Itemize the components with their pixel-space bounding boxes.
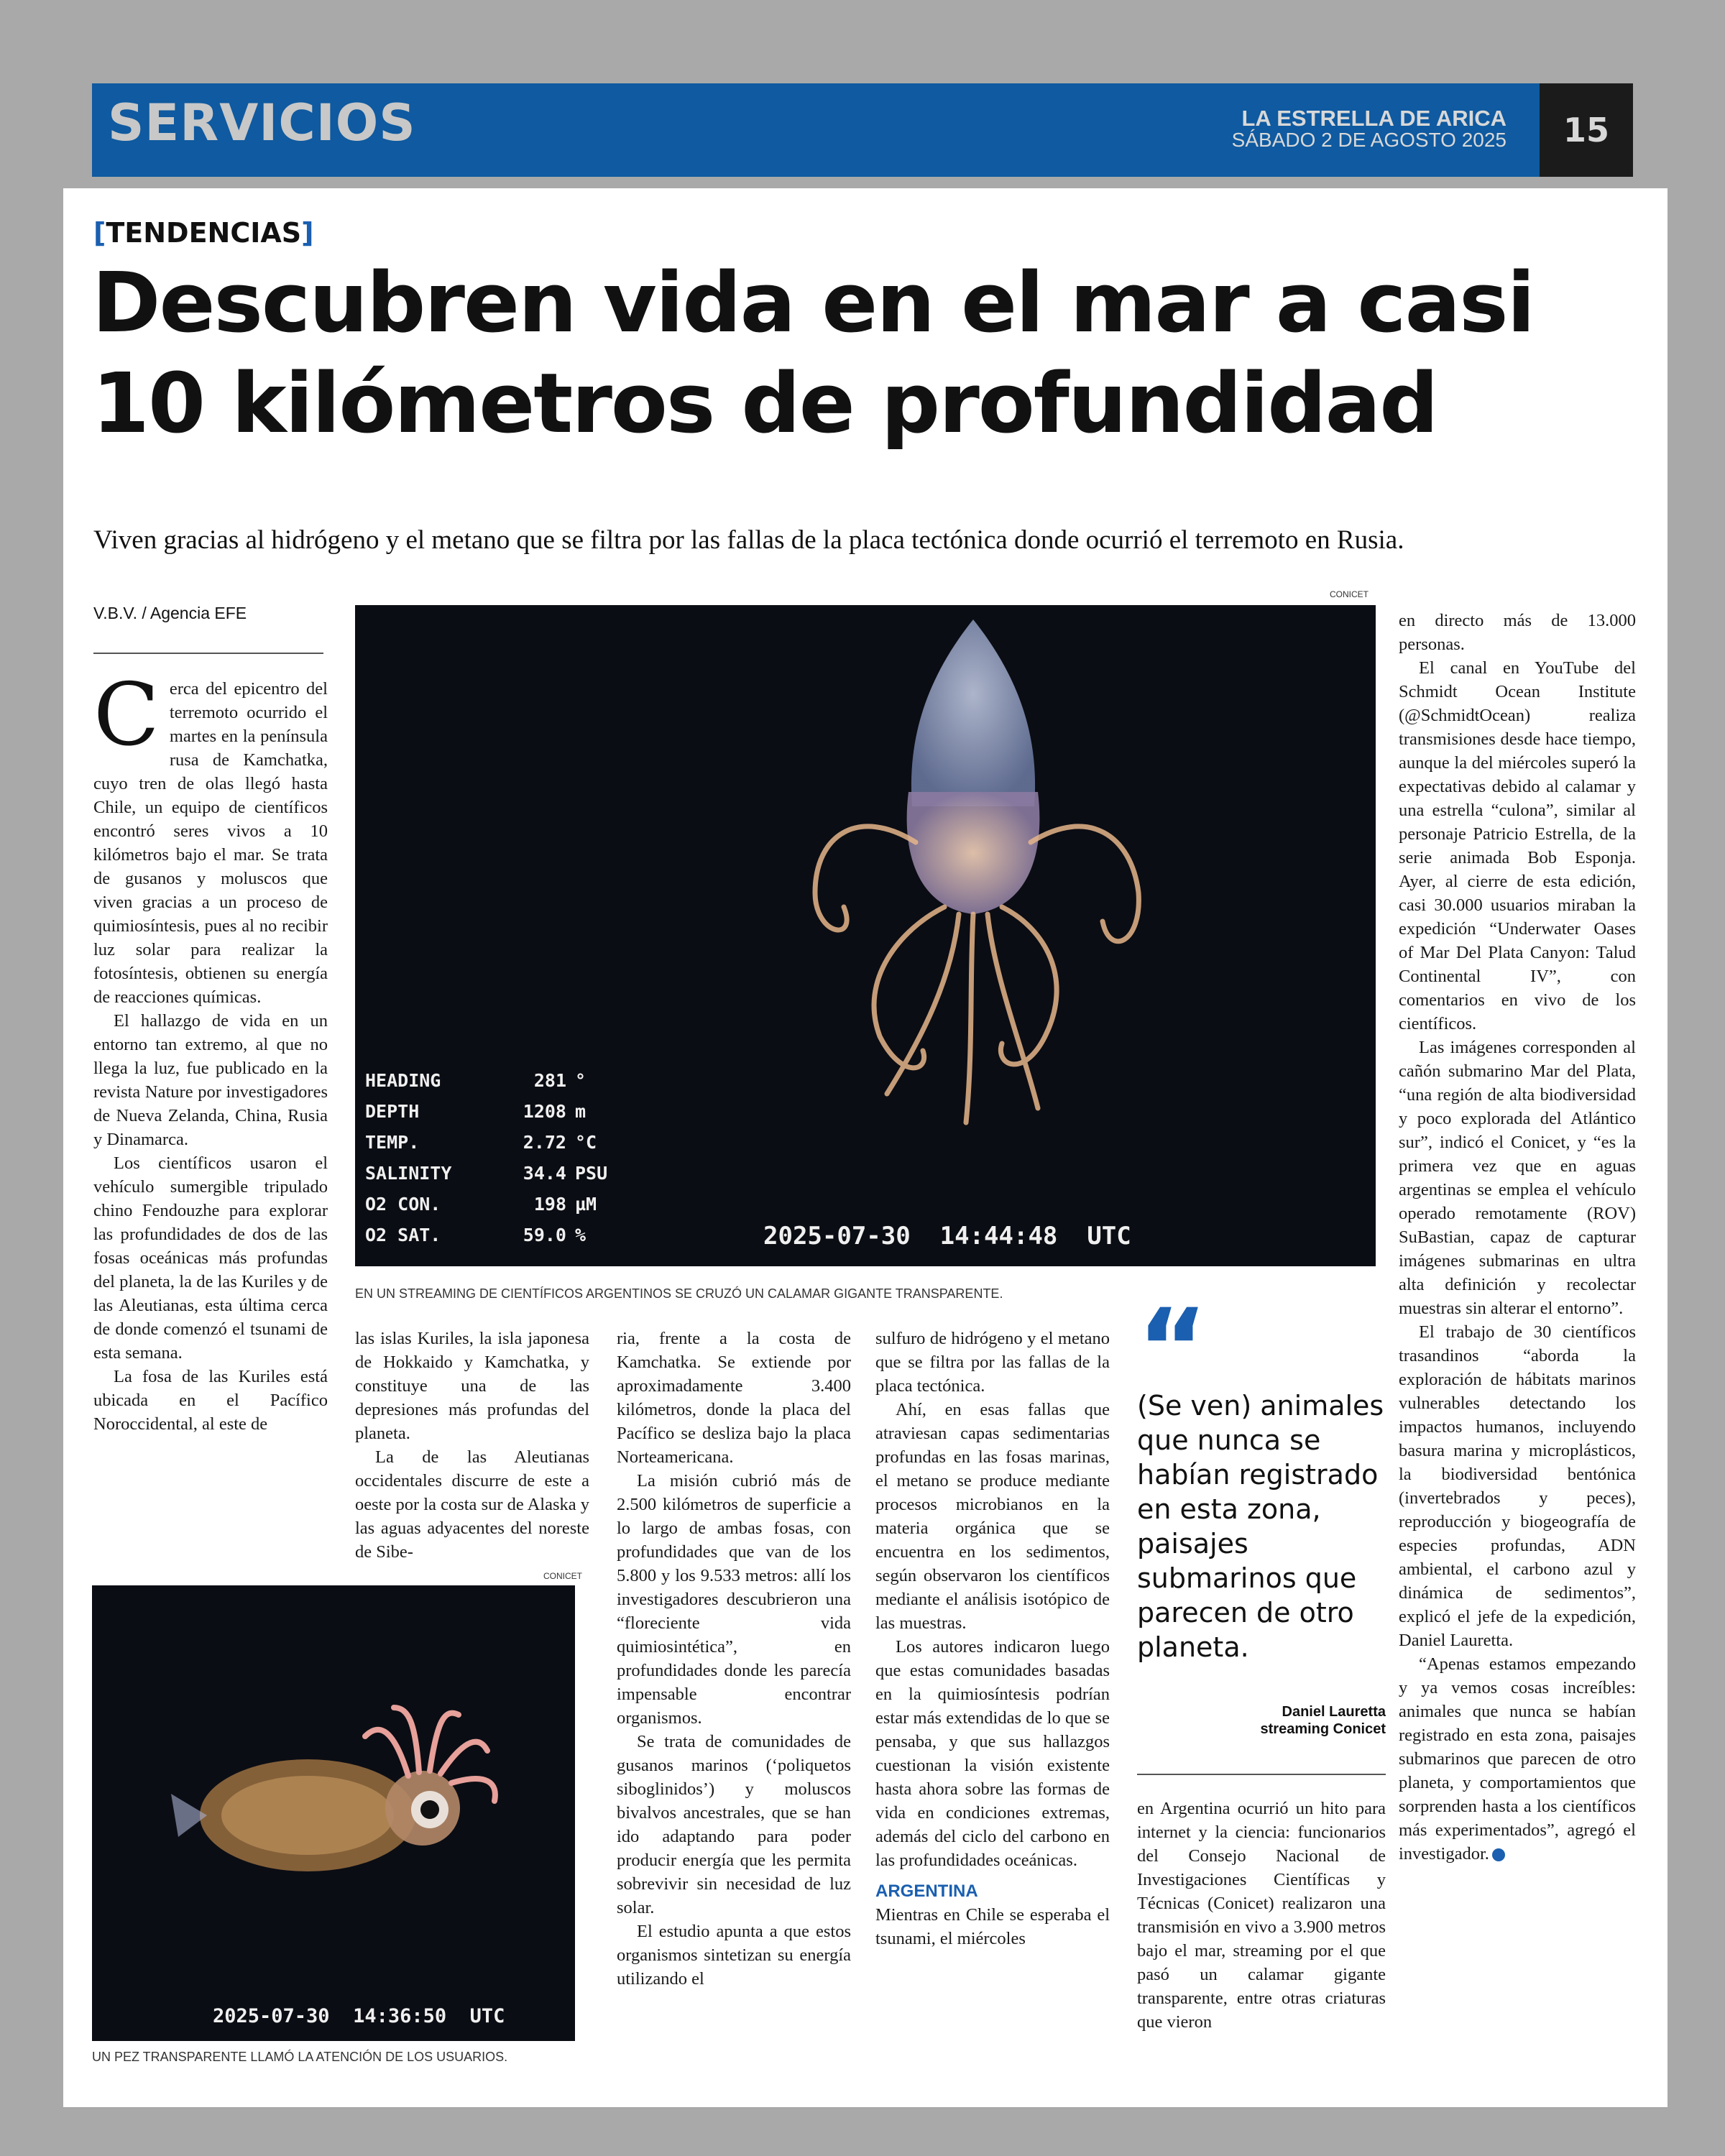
paragraph: La misión cubrió más de 2.500 kilómetros de superficie a lo largo de ambas fosas, con profundidades que van de los 5.800 y los 9.533 metros: allí los investigadores descubrieron una “floreciente vida quimiosintética”, en profundidades donde les parecía impensable encontrar organismos.	[617, 1471, 851, 1728]
sensor-value: 34.4	[523, 1163, 566, 1184]
paragraph: sulfuro de hidrógeno y el metano que se filtra por las fallas de la placa tectónica.	[875, 1329, 1110, 1396]
paragraph: en directo más de 13.000 personas.	[1399, 611, 1636, 654]
sensor-reading	[365, 1065, 604, 1096]
sensor-value: 1208	[523, 1101, 566, 1122]
section-name: SERVICIOS	[108, 93, 416, 152]
paragraph: Mientras en Chile se esperaba el tsunami, el miércoles	[875, 1905, 1110, 1948]
headline	[92, 253, 1644, 454]
text-column-6	[1399, 609, 1636, 1866]
quote-mark: “	[1137, 1286, 1208, 1411]
paragraph: ria, frente a la costa de Kamchatka. Se extiende por aproximadamente 3.400 kilómetros, donde la placa del Pacífico se desliza bajo la placa Norteamericana.	[617, 1329, 851, 1467]
section-header	[92, 83, 1633, 177]
photo-caption: EN UN STREAMING DE CIENTÍFICOS ARGENTINOS SE CRUZÓ UN CALAMAR GIGANTE TRANSPARENTE.	[355, 1286, 1003, 1301]
sensor-value: 281	[533, 1070, 566, 1091]
text-column-5	[1137, 1797, 1386, 2034]
sensor-label: HEADING	[365, 1070, 441, 1091]
headline-line-2: 10 kilómetros de profundidad	[92, 356, 1438, 452]
sensor-label: DEPTH	[365, 1101, 420, 1122]
publication-info	[1232, 108, 1506, 151]
publication-date: SÁBADO 2 DE AGOSTO 2025	[1231, 129, 1506, 151]
quote-attribution	[1137, 1703, 1386, 1738]
paragraph: El hallazgo de vida en un entorno tan extremo, al que no llega la luz, fue publicado en la revista Nature por investigadores de Nueva Zelanda, China, Rusia y Dinamarca.	[93, 1011, 328, 1149]
sensor-unit: PSU	[575, 1163, 608, 1184]
byline: V.B.V. / Agencia EFE	[93, 604, 247, 622]
sensor-value: 198	[533, 1194, 566, 1215]
dek: Viven gracias al hidrógeno y el metano que se filtra por las fallas de la placa tectónica donde ocurrió el terremoto en Rusia.	[93, 525, 1404, 555]
sensor-label: SALINITY	[365, 1163, 452, 1184]
sensor-value: 59.0	[523, 1225, 566, 1245]
fish-illustration	[92, 1585, 575, 2041]
kicker-label: TENDENCIAS	[106, 217, 302, 249]
text-column-3	[617, 1327, 851, 1991]
small-photo	[92, 1585, 575, 2041]
main-photo	[355, 605, 1376, 1266]
photo-credit: CONICET	[1330, 589, 1368, 599]
sensor-label: TEMP.	[365, 1132, 420, 1153]
video-timestamp: 2025-07-30 14:44:48 UTC	[763, 1222, 1131, 1250]
headline-line-1: Descubren vida en el mar a casi	[92, 255, 1535, 351]
photo-caption: UN PEZ TRANSPARENTE LLAMÓ LA ATENCIÓN DE LOS USUARIOS.	[92, 2050, 508, 2064]
kicker: [TENDENCIAS]	[93, 217, 314, 249]
divider	[1137, 1774, 1386, 1775]
paragraph: La de las Aleutianas occidentales discurre de este a oeste por la costa sur de Alaska y las aguas adyacentes del noreste de Sibe-	[355, 1447, 589, 1562]
sensor-reading	[365, 1127, 604, 1158]
quote-author-role: streaming Conicet	[1260, 1721, 1386, 1737]
paragraph: las islas Kuriles, la isla japonesa de Hokkaido y Kamchatka, y constituye una de las depresiones más profundas del planeta.	[355, 1329, 589, 1443]
paragraph: Ahí, en esas fallas que atraviesan capas sedimentarias profundas en las fosas marinas, el metano se produce mediante procesos microbianos en la materia orgánica que se encuentra en los sedimentos, según observaron los científicos mediante el análisis isotópico de las muestras.	[875, 1400, 1110, 1633]
paragraph: Se trata de comunidades de gusanos marinos (‘poliquetos siboglinidos’) y moluscos bivalvos ancestrales, que se han ido adaptando para poder producir energía que les permita sobrevivir sin necesidad de luz solar.	[617, 1732, 851, 1917]
quote-author: Daniel Lauretta	[1282, 1704, 1386, 1720]
end-mark-icon	[1492, 1848, 1505, 1861]
publication-name: LA ESTRELLA DE ARICA	[1241, 106, 1506, 131]
paragraph: en Argentina ocurrió un hito para internet y la ciencia: funcionarios del Consejo Nacional de Investigaciones Científicas y Técnicas (Conicet) realizaron una transmisión en vivo a 3.900 metros bajo el mar, streaming por el que pasó un calamar gigante transparente, entre otras criaturas que vieron	[1137, 1799, 1386, 2032]
page-number: 15	[1540, 83, 1633, 177]
sensor-reading	[365, 1220, 604, 1250]
sensor-value: 2.72	[523, 1132, 566, 1153]
video-timestamp: 2025-07-30 14:36:50 UTC	[213, 2005, 505, 2027]
paragraph: Las imágenes corresponden al cañón submarino Mar del Plata, “una región de alta biodiversidad y poco explorada del Atlántico sur”, indicó el Conicet, y “es la primera vez que en aguas argentinas se emplea el vehículo operado remotamente (ROV) SuBastian, capaz de capturar imágenes submarinas en ultra alta definición y recolectar muestras sin alterar el entorno”.	[1399, 1038, 1636, 1318]
photo-credit: CONICET	[543, 1571, 582, 1581]
paragraph: Cerca del epicentro del terremoto ocurrido el martes en la península rusa de Kamchatka, cuyo tren de olas llegó hasta Chile, un equipo de científicos encontró seres vivos a 10 kilómetros bajo el mar. Se trata de gusanos y moluscos que viven gracias a un proceso de quimiosíntesis, pues al no recibir luz solar para realizar la fotosíntesis, obtienen su energía de reacciones químicas.	[93, 665, 328, 1007]
divider	[93, 653, 323, 654]
pull-quote: (Se ven) animales que nunca se habían registrado en esta zona, paisajes submarinos que parecen de otro planeta.	[1137, 1390, 1384, 1663]
text-column-2	[355, 1327, 589, 1564]
paragraph: La fosa de las Kuriles está ubicada en el Pacífico Noroccidental, al este de	[93, 1367, 328, 1434]
sensor-label: O2 CON.	[365, 1194, 441, 1215]
sensor-unit: °C	[575, 1132, 597, 1153]
drop-cap: C	[93, 665, 160, 765]
paragraph: Los científicos usaron el vehículo sumergible tripulado chino Fendouzhe para explorar las profundidades de dos de las fosas oceánicas más profundas del planeta, la de las Kuriles y de las Aleutianas, esta última cerca de donde comenzó el tsunami de esta semana.	[93, 1153, 328, 1363]
sensor-reading	[365, 1158, 608, 1189]
sensor-reading	[365, 1189, 604, 1220]
sensor-label: O2 SAT.	[365, 1225, 441, 1245]
paragraph: El estudio apunta a que estos organismos sintetizan su energía utilizando el	[617, 1922, 851, 1989]
text-column-1	[93, 665, 328, 1436]
paragraph: El canal en YouTube del Schmidt Ocean Institute (@SchmidtOcean) realiza transmisiones desde hace tiempo, aunque la del miércoles superó la expectativas debido al calamar y una estrella “culona”, similar al personaje Patricio Estrella, de la serie animada Bob Esponja. Ayer, al cierre de esta edición, casi 30.000 usuarios miraban la expedición “Underwater Oases of Mar Del Plata Canyon: Talud Continental IV”, con comentarios en vivo de los científicos.	[1399, 658, 1636, 1033]
paragraph: “Apenas estamos empezando y ya vemos cosas increíbles: animales que nunca se habían registrado en esta zona, paisajes submarinos que parecen de otro planeta, y comportamientos que sorprenden hasta a los científicos más experimentados”, agregó el investigador.	[1399, 1654, 1636, 1864]
subhead: ARGENTINA	[875, 1881, 978, 1901]
sensor-unit: %	[575, 1225, 586, 1245]
sensor-overlay	[365, 1065, 608, 1250]
sensor-unit: °	[575, 1070, 586, 1091]
sensor-reading	[365, 1096, 604, 1127]
text-column-4	[875, 1327, 1110, 1950]
paragraph: El trabajo de 30 científicos trasandinos “aborda la exploración de hábitats marinos vulnerables detectando los impactos humanos, incluyendo basura marina y microplásticos, la biodiversidad bentónica (invertebrados y peces), reproducción y biogeografía de especies profundas, ADN ambiental, el carbono azul y dinámica de sedimentos”, explicó el jefe de la expedición, Daniel Lauretta.	[1399, 1322, 1636, 1650]
paragraph: Los autores indicaron luego que estas comunidades basadas en la quimiosíntesis podrían estar más extendidas de lo que se pensaba, y que sus hallazgos cuestionan la visión existente hasta ahora sobre las formas de vida en condiciones extremas, además del ciclo del carbono en las profundidades oceánicas.	[875, 1637, 1110, 1870]
sensor-unit: m	[575, 1101, 586, 1122]
article-page	[63, 188, 1668, 2107]
sensor-unit: µM	[575, 1194, 597, 1215]
